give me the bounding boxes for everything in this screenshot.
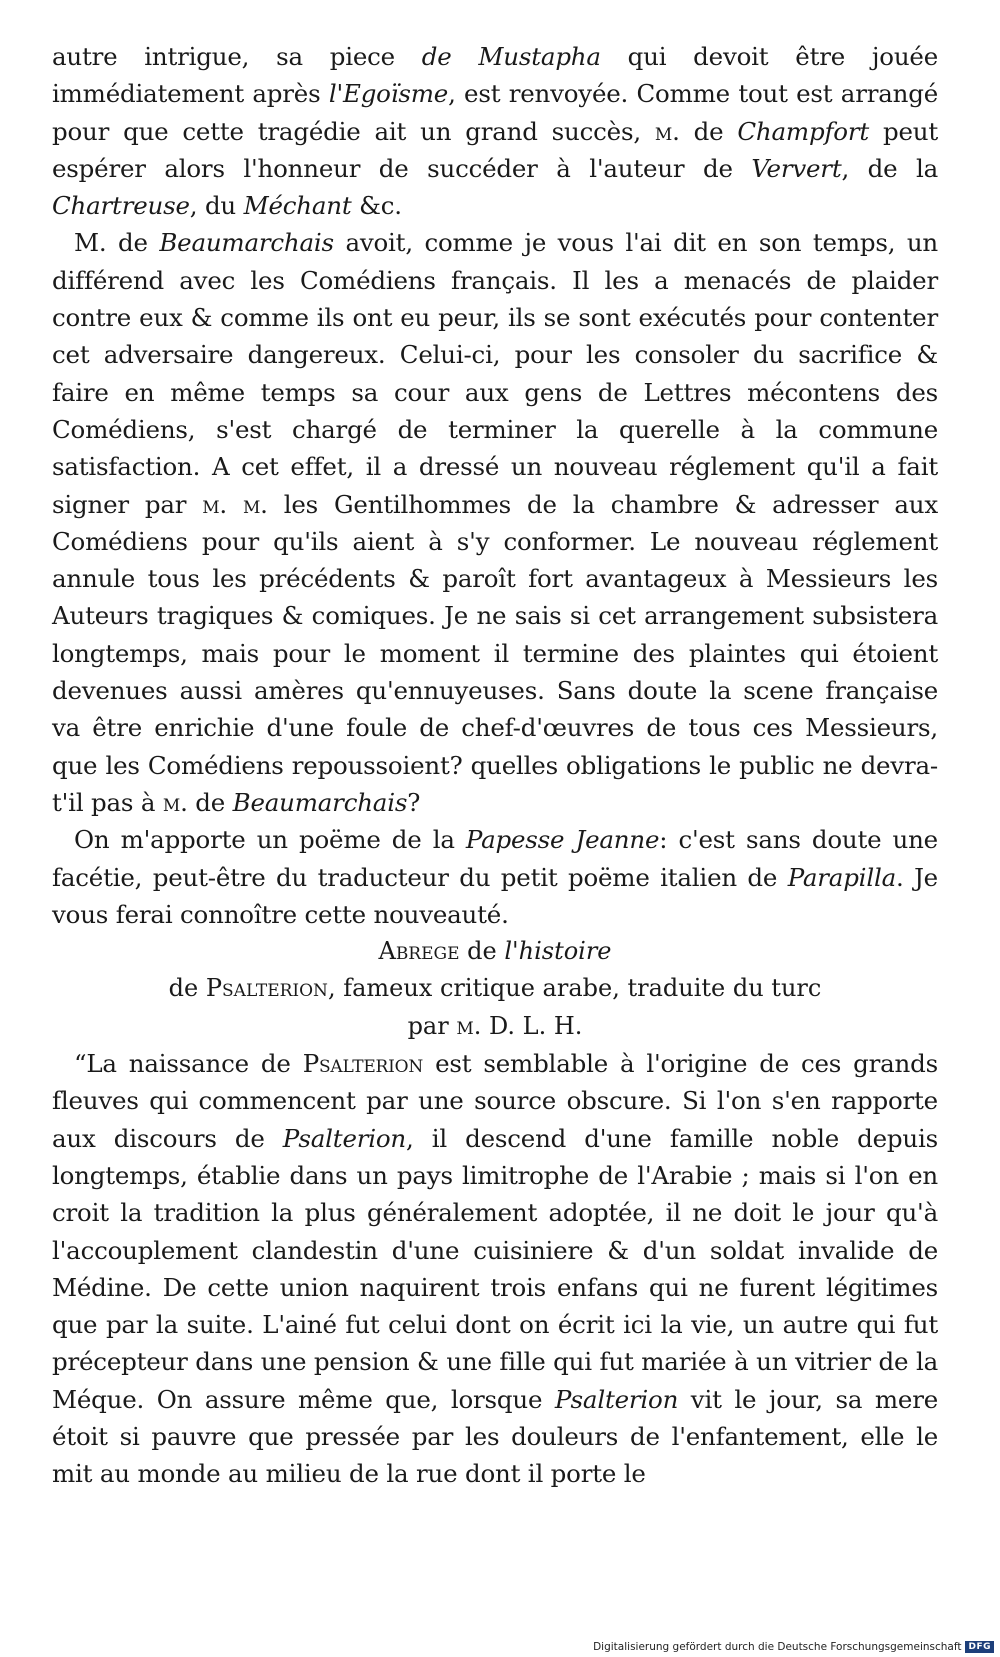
text-run: M. de (74, 228, 160, 258)
text-run: est semblable à l'origine de ces grands fleuves qui commencent par une source obscure. Si l'on s'en rapporte aux discours de (52, 1049, 938, 1153)
text-run: . Je vous ferai connoître cette nouveauté. (52, 862, 938, 929)
italic-run: l'histoire (504, 937, 612, 966)
italic-run: Champfort (737, 116, 870, 146)
italic-run: Beaumarchais (159, 228, 334, 258)
text-run: D. L. H. (481, 1011, 583, 1040)
paragraph-4 (52, 1045, 938, 1493)
italic-run: Psalterion (554, 1384, 679, 1414)
text-run: , du (189, 191, 244, 221)
italic-run: Ververt (751, 153, 842, 183)
paragraph-3 (52, 821, 938, 933)
italic-run: Méchant (243, 191, 352, 221)
text-run: , il descend d'une famille noble depuis longtemps, établie dans un pays limitrophe de l'Arabie ; mais si l'on en croit la tradition la plus généralement adoptée, il ne doit le jour qu'à l'accouplement clandestin d'une cuisiniere & d'un soldat invalide de Médine. De cette union naquirent trois enfans qui ne furent légitimes que par la suite. L'ainé fut celui dont on écrit ici la vie, un autre qui fut précepteur dans une pension & une fille qui fut mariée à un vitrier de la Méque. On assure même que, lorsque (52, 1123, 938, 1414)
text-run: par (407, 1011, 457, 1040)
small-caps-run: Psalterion (205, 974, 328, 1003)
text-run: , de la (841, 153, 938, 183)
small-caps-run: m. (654, 116, 680, 146)
text-run: de (459, 937, 505, 966)
heading-line-3 (52, 1008, 938, 1045)
text-run: de (679, 116, 738, 146)
footer-credit: Digitalisierung gefördert durch die Deutsche Forschungsgemeinschaft (593, 1641, 962, 1653)
italic-run: Beaumarchais (232, 787, 408, 817)
italic-run: Parapilla (787, 862, 896, 892)
text-run: qui devoit être jouée immédiatement après (52, 42, 939, 109)
small-caps-run: m. (162, 787, 188, 817)
text-run: vit le jour, sa mere étoit si pauvre que pressée par les douleurs de l'enfantement, elle le mit au monde au milieu de la rue dont il porte le (52, 1384, 939, 1489)
heading-line-1 (52, 933, 938, 970)
paragraph-2 (52, 224, 938, 821)
italic-run: Chartreuse (52, 191, 190, 221)
small-caps-run: Abrege (378, 937, 460, 966)
digitization-footer (0, 1637, 1000, 1657)
paragraph-1 (52, 38, 938, 224)
text-run: : c'est sans doute une facétie, peut-être du traducteur du petit poëme italien de (52, 825, 938, 892)
text-run: autre intrigue, sa piece (52, 42, 422, 71)
text-run: de (168, 974, 206, 1003)
text-run: ? (407, 787, 421, 817)
italic-run: de Mustapha (421, 42, 601, 71)
italic-run: Psalterion (282, 1123, 407, 1153)
heading-line-2 (52, 970, 938, 1007)
page-body (52, 38, 938, 1493)
text-run: les Gentilhommes de la chambre & adresser aux Comédiens pour qu'ils aient à s'y conformer. Le nouveau réglement annule tous les précédents & paroît fort avantageux à Messieurs les Auteurs tragiques & comiques. Je ne sais si cet arrangement subsistera longtemps, mais pour le moment il termine des plaintes qui étoient devenues aussi amères qu'ennuyeuses. Sans doute la scene française va être enrichie d'une foule de chef-d'œuvres de tous ces Messieurs, que les Comédiens repoussoient? quelles obligations le public ne devra-t'il pas à (52, 489, 938, 817)
small-caps-run: m. m. (202, 489, 268, 519)
text-run: “La naissance de (74, 1049, 303, 1079)
text-run: , fameux critique arabe, traduite du turc (327, 974, 822, 1003)
small-caps-run: Psalterion (302, 1049, 424, 1079)
text-run: On m'apporte un poëme de la (74, 825, 466, 855)
text-run: peut espérer alors l'honneur de succéder à l'auteur de (52, 116, 938, 183)
small-caps-run: m. (456, 1011, 482, 1040)
dfg-logo: DFG (965, 1641, 994, 1653)
italic-run: Papesse Jeanne (465, 825, 660, 855)
text-run: , est renvoyée. Comme tout est arrangé pour que cette tragédie ait un grand succès, (52, 79, 938, 146)
italic-run: l'Egoïsme (328, 79, 449, 109)
text-run: &c. (351, 191, 402, 221)
text-run: avoit, comme je vous l'ai dit en son temps, un différend avec les Comédiens français. Il les a menacés de plaider contre eux & comme ils ont eu peur, ils se sont exécutés pour contenter cet adversaire dangereux. Celui-ci, pour les consoler du sacrifice & faire en même temps sa cour aux gens de Lettres mécontens des Comédiens, s'est chargé de terminer la querelle à la commune satisfaction. A cet effet, il a dressé un nouveau réglement qu'il a fait signer par (52, 228, 938, 519)
text-run: de (187, 787, 233, 817)
